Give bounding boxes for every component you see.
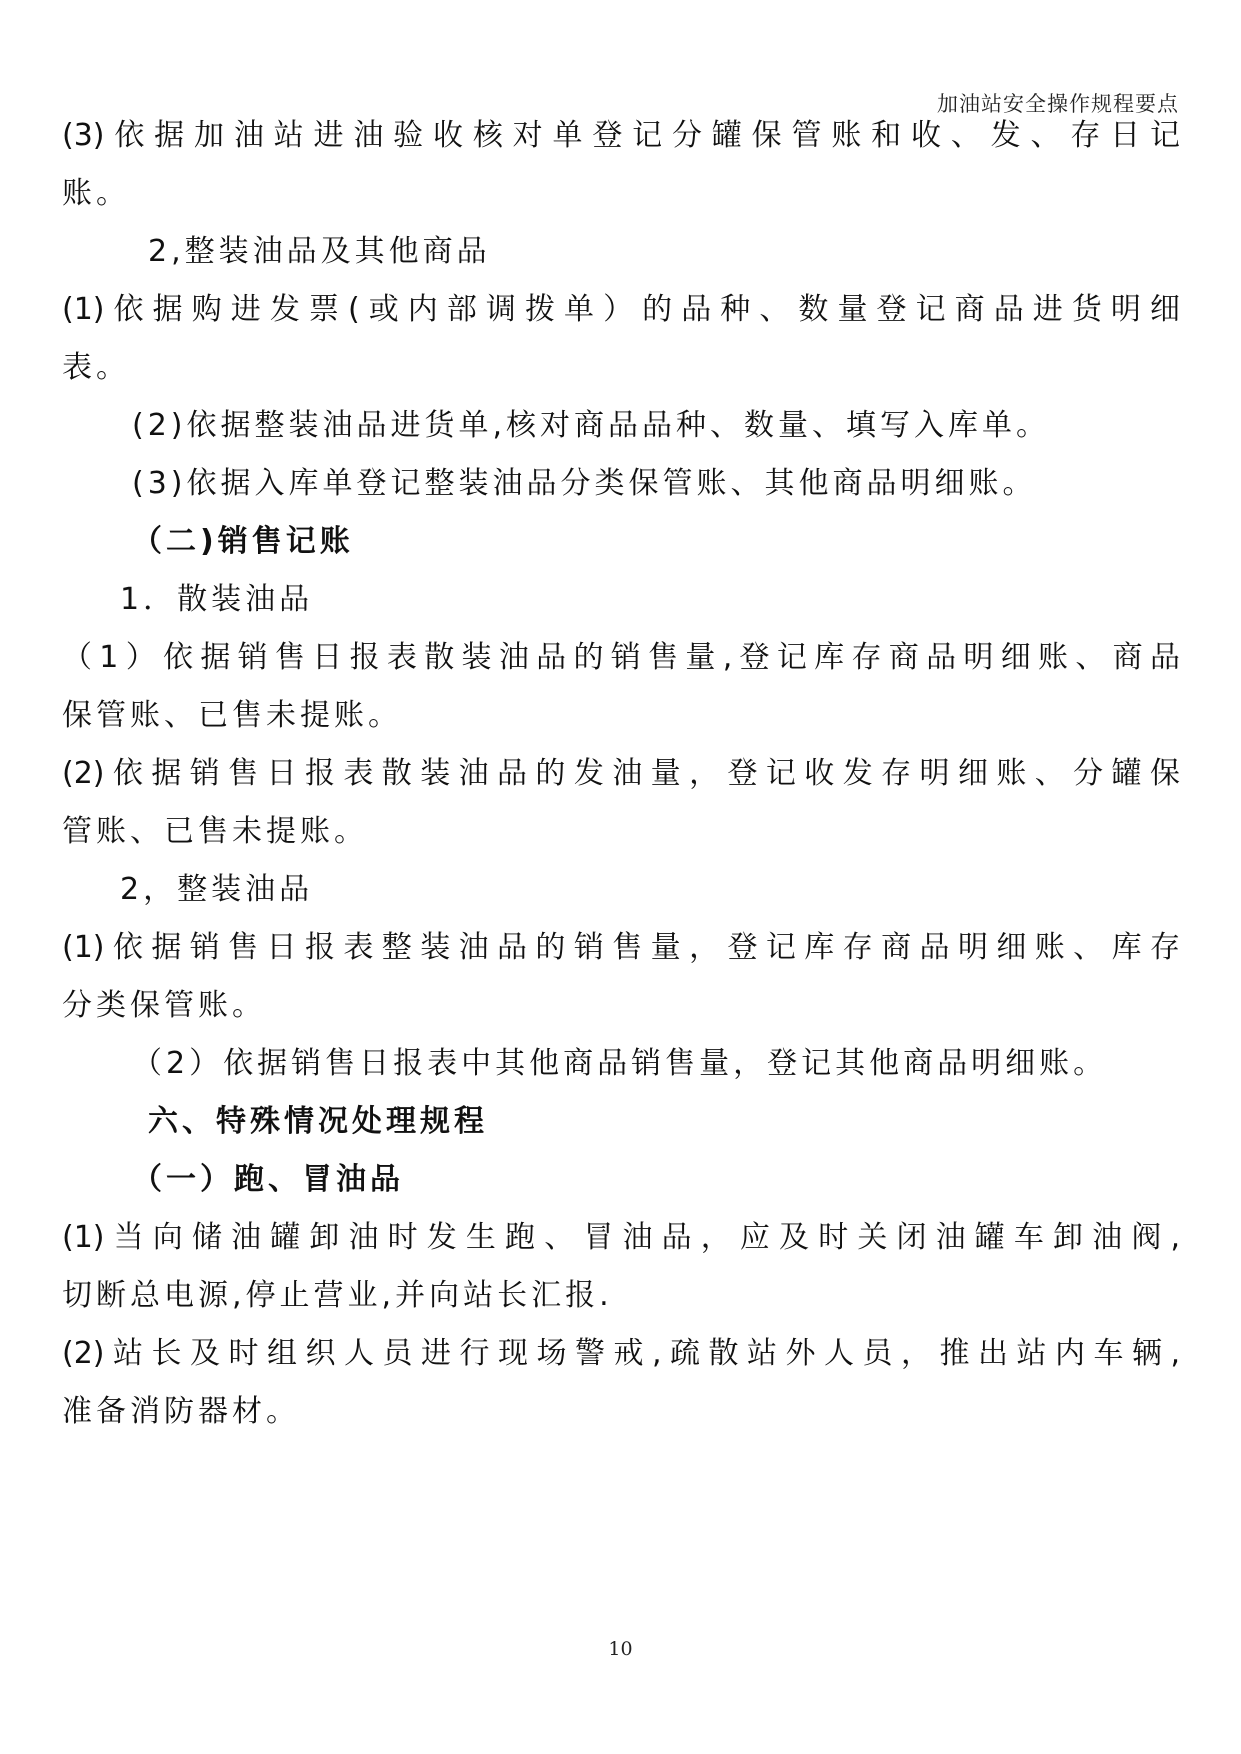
paragraph-line: （2）依据销售日报表中其他商品销售量，登记其他商品明细账。 [132, 1046, 1108, 1081]
paragraph-line: 2，整装油品 [120, 872, 314, 907]
paragraph-line: (1)依据销售日报表整装油品的销售量，登记库存商品明细账、库存 [62, 930, 1180, 965]
paragraph-line: 2,整装油品及其他商品 [148, 234, 491, 269]
paragraph-line: (2)依据整装油品进货单,核对商品品种、数量、填写入库单。 [132, 408, 1051, 443]
chapter-heading: 六、特殊情况处理规程 [148, 1104, 488, 1139]
paragraph-line: 分类保管账。 [62, 988, 266, 1023]
paragraph-line: (2)依据销售日报表散装油品的发油量，登记收发存明细账、分罐保 [62, 756, 1180, 791]
paragraph-line: (3)依据入库单登记整装油品分类保管账、其他商品明细账。 [132, 466, 1037, 501]
paragraph-line: (3)依据加油站进油验收核对单登记分罐保管账和收、发、存日记 [62, 118, 1180, 153]
paragraph-line: (1)依据购进发票(或内部调拨单）的品种、数量登记商品进货明细 [62, 292, 1180, 327]
running-header: 加油站安全操作规程要点 [937, 92, 1179, 116]
paragraph-line: (1)当向储油罐卸油时发生跑、冒油品，应及时关闭油罐车卸油阀, [62, 1220, 1180, 1255]
paragraph-line: （1）依据销售日报表散装油品的销售量,登记库存商品明细账、商品 [62, 640, 1180, 675]
section-heading: （二)销售记账 [132, 524, 354, 559]
paragraph-line: 表。 [62, 350, 130, 385]
paragraph-line: 账。 [62, 176, 130, 211]
paragraph-line: 保管账、已售未提账。 [62, 698, 402, 733]
paragraph-line: 准备消防器材。 [62, 1394, 300, 1429]
page-number: 10 [608, 1638, 633, 1660]
paragraph-line: 管账、已售未提账。 [62, 814, 368, 849]
paragraph-line: (2)站长及时组织人员进行现场警戒,疏散站外人员，推出站内车辆, [62, 1336, 1180, 1371]
paragraph-line: 切断总电源,停止营业,并向站长汇报. [62, 1278, 613, 1313]
section-heading: （一）跑、冒油品 [132, 1162, 404, 1197]
paragraph-line: 1．散装油品 [120, 582, 314, 617]
